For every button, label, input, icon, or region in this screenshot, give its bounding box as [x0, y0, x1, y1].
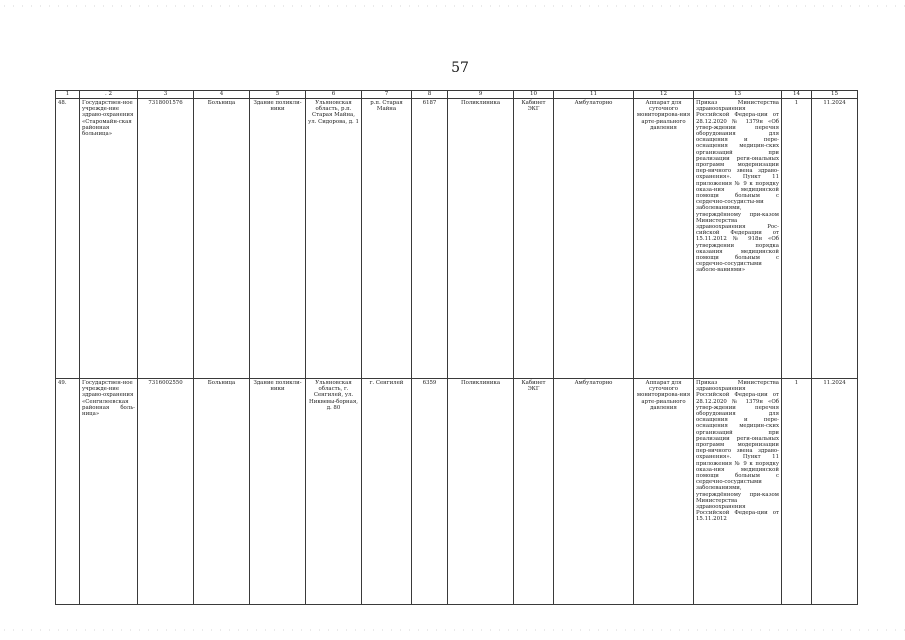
equipment-table — [55, 90, 858, 605]
facility-type: Больница — [194, 379, 250, 605]
division: Поликлиника — [448, 379, 514, 605]
inn: 7318001576 — [138, 99, 194, 379]
delivery-date: 11.2024 — [812, 99, 858, 379]
column-number: 10 — [514, 91, 554, 99]
address: Ульяновская область, г. Сенгилей, ул. Никвевы-борная, д. 80 — [306, 379, 362, 605]
table-row — [56, 99, 858, 379]
quantity: 1 — [782, 379, 812, 605]
column-number: 3 — [138, 91, 194, 99]
code: 6187 — [412, 99, 448, 379]
care-condition: Амбулаторно — [554, 99, 634, 379]
quantity: 1 — [782, 99, 812, 379]
column-number: 12 — [634, 91, 694, 99]
column-number: 11 — [554, 91, 634, 99]
row-number: 48. — [56, 99, 80, 379]
settlement: р.п. Старая Майна — [362, 99, 412, 379]
delivery-date: 11.2024 — [812, 379, 858, 605]
organization-name: Государствен-ное учрежде-ние здраво-охранения «Сенгилеевская районная боль-ница» — [80, 379, 138, 605]
column-number: 14 — [782, 91, 812, 99]
room: Кабинет ЭКГ — [514, 379, 554, 605]
column-number: 13 — [694, 91, 782, 99]
code: 6359 — [412, 379, 448, 605]
column-number: 1 — [56, 91, 80, 99]
page-number: 57 — [451, 60, 469, 76]
scan-artifact-bottom — [0, 628, 905, 632]
column-number: . 2 — [80, 91, 138, 99]
column-number: 5 — [250, 91, 306, 99]
column-number: 15 — [812, 91, 858, 99]
column-number: 6 — [306, 91, 362, 99]
room: Кабинет ЭКГ — [514, 99, 554, 379]
row-number: 49. — [56, 379, 80, 605]
table-row — [56, 379, 858, 605]
equipment-name: Аппарат для суточного мониторирова-ния арте-риального давления — [634, 379, 694, 605]
column-number: 7 — [362, 91, 412, 99]
legal-basis: Приказ Министерства здравоохранения Российской Федера-ции от 28.12.2020 № 1379н «Об утвер-ждении перечня оборудования для оснащения и пере-оснащения медицин-ских организаций при реализации реги-ональных программ модернизации пер-вичного звена здраво-охранения». Пункт 11 приложения № 9 к порядку оказа-ния медицинской помощи больным с сердечно-сосудисты-ми заболеваниями, утверждённому при-казом Министерства здравоохранения Рос-сийской Федерации от 15.11.2012 № 918н «Об утверждении порядка оказания медицинской помощи больным с сердечно-сосудистыми заболе-ваниями» — [694, 99, 782, 379]
scan-artifact-top — [0, 4, 905, 8]
organization-name: Государствен-ное учрежде-ние здраво-охранения «Старомайн-ская районная больница» — [80, 99, 138, 379]
column-number-row — [56, 91, 858, 99]
column-number: 4 — [194, 91, 250, 99]
column-number: 8 — [412, 91, 448, 99]
building: Здание поликли-ники — [250, 379, 306, 605]
division: Поликлиника — [448, 99, 514, 379]
settlement: г. Сенгилей — [362, 379, 412, 605]
inn: 7316002550 — [138, 379, 194, 605]
building: Здание поликли-ники — [250, 99, 306, 379]
legal-basis: Приказ Министерства здравоохранения Российской Федера-ции от 28.12.2020 № 1379н «Об утвер-ждении перечня оборудования для оснащения и пере-оснащения медицин-ских организаций при реализации реги-ональных программ модернизации пер-вичного звена здраво-охранения». Пункт 11 приложения № 9 к порядку оказа-ния медицинской помощи больным с сердечно-сосудистыми заболеваниями, утверждённому при-казом Министерства здравоохранения Российской Федера-ции от 15.11.2012 — [694, 379, 782, 605]
equipment-name: Аппарат для суточного мониторирова-ния арте-риального давления — [634, 99, 694, 379]
address: Ульяновская область, р.п. Старая Майна, ул. Сидорова, д. 1 — [306, 99, 362, 379]
facility-type: Больница — [194, 99, 250, 379]
column-number: 9 — [448, 91, 514, 99]
care-condition: Амбулаторно — [554, 379, 634, 605]
